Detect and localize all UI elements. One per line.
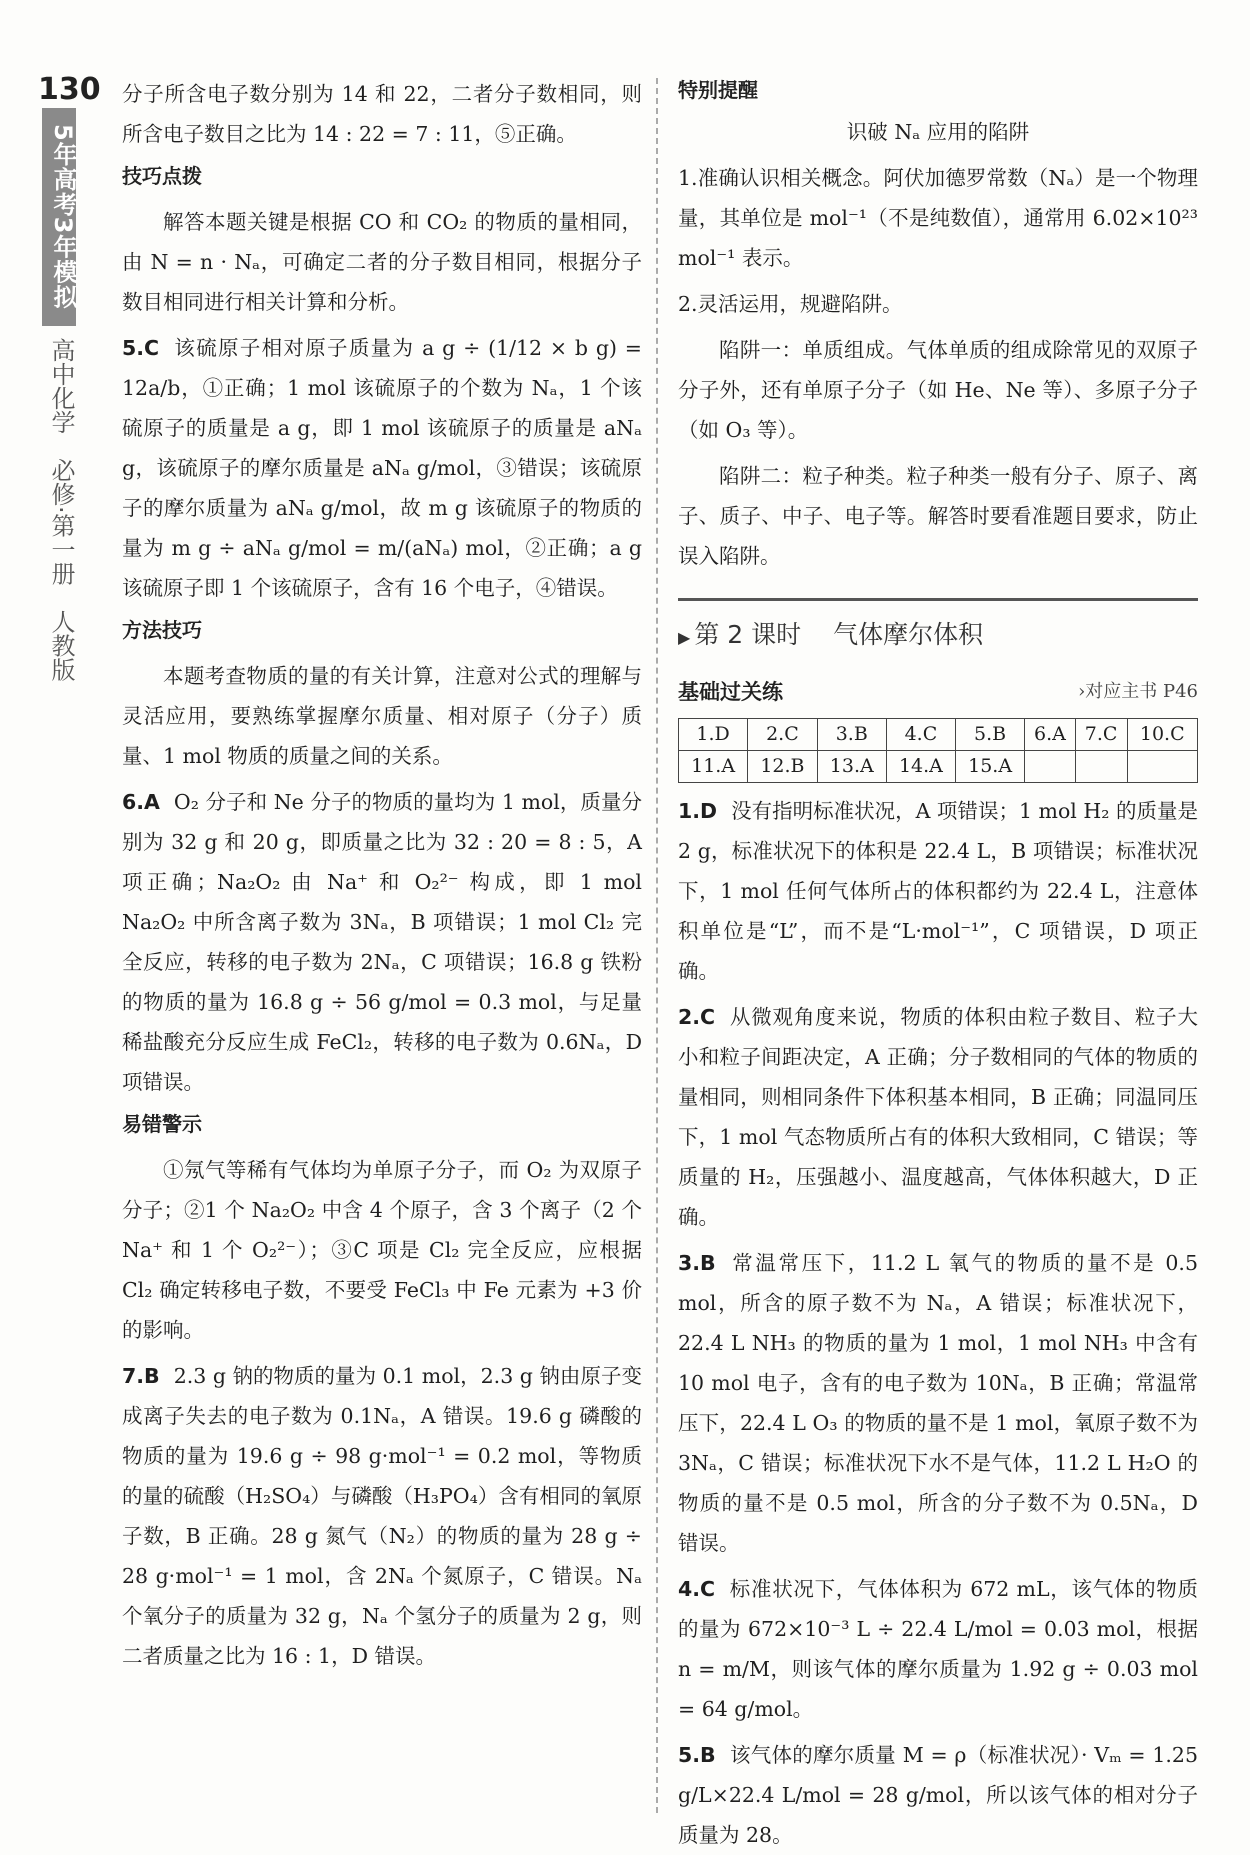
- answer-item: [122, 1356, 642, 1676]
- question-number: 2.C: [678, 1005, 716, 1029]
- paragraph: [678, 330, 1198, 450]
- paragraph: [122, 656, 642, 776]
- answer-cell: 7.C: [1075, 719, 1127, 751]
- question-number: 6.A: [122, 790, 160, 814]
- answer-cell: 12.B: [748, 751, 818, 783]
- paragraph-text: 没有指明标准状况，A 项错误；1 mol H₂ 的质量是 2 g，标准状况下的体积是 22.4 L，B 项错误；标准状况下，1 mol 任何气体所占的体积都约为 22.4 L，注意体积单位是“L”，而不是“L·mol⁻¹”，C 项错误，D 项正确。: [678, 799, 1198, 983]
- lesson-number: 第 2 课时: [694, 620, 802, 649]
- answer-item: [678, 1243, 1198, 1563]
- answer-row: [679, 719, 1198, 751]
- paragraph-text: 该硫原子相对原子质量为 a g ÷ (1/12 × b g) = 12a/b，①正确；1 mol 该硫原子的个数为 Nₐ，1 个该硫原子的质量是 a g，即 1 mol 该硫原子的质量是 aNₐ g，该硫原子的摩尔质量是 aNₐ g/mol，③错误；该硫原子的摩尔质量为 aNₐ g/mol，故 m g 该硫原子的物质的量为 m g ÷ aNₐ g/mol = m/(aNₐ) mol，②正确；a g 该硫原子即 1 个该硫原子，含有 16 个电子，④错误。: [122, 336, 642, 600]
- paragraph-text: 该气体的摩尔质量 M = ρ（标准状况）· Vₘ = 1.25 g/L×22.4 L/mol = 28 g/mol，所以该气体的相对分子质量为 28。: [678, 1743, 1198, 1847]
- reminder-list: [678, 158, 1198, 576]
- answer-cell: 10.C: [1127, 719, 1197, 751]
- reminder-heading: 特别提醒: [678, 78, 758, 102]
- answer-cell: 11.A: [679, 751, 748, 783]
- answer-cell: 4.C: [886, 719, 955, 751]
- answer-explanations: [678, 791, 1198, 1855]
- triangle-icon: ▶: [678, 628, 691, 647]
- paragraph-text: 2.灵活运用，规避陷阱。: [678, 292, 903, 316]
- question-number: 3.B: [678, 1251, 716, 1275]
- practice-label: 基础过关练: [678, 680, 783, 704]
- left-column: [122, 68, 642, 1676]
- reminder-title: 识破 Nₐ 应用的陷阱: [846, 120, 1030, 144]
- paragraph-text: 解答本题关键是根据 CO 和 CO₂ 的物质的量相同，由 N = n · Nₐ，可确定二者的分子数目相同，根据分子数目相同进行相关计算和分析。: [122, 210, 642, 314]
- answer-cell: 6.A: [1025, 719, 1076, 751]
- paragraph: [122, 1150, 642, 1350]
- book-label: 高中化学 必修·第一册 人教版: [47, 338, 75, 682]
- lesson-header: [678, 598, 1198, 658]
- paragraph: [122, 74, 642, 154]
- answer-cell: 13.A: [817, 751, 886, 783]
- answer-cell: [1025, 751, 1076, 783]
- answer-item: [122, 328, 642, 608]
- paragraph-text: 陷阱一：单质组成。气体单质的组成除常见的双原子分子外，还有单原子分子（如 He、Ne 等）、多原子分子（如 O₃ 等）。: [678, 338, 1198, 442]
- paragraph-text: 本题考查物质的量的有关计算，注意对公式的理解与灵活应用，要熟练掌握摩尔质量、相对原子（分子）质量、1 mol 物质的质量之间的关系。: [122, 664, 642, 768]
- answer-item: [122, 782, 642, 1102]
- paragraph-text: 2.3 g 钠的物质的量为 0.1 mol，2.3 g 钠由原子变成离子失去的电子数为 0.1Nₐ，A 错误。19.6 g 磷酸的物质的量为 19.6 g ÷ 98 g·mol⁻¹ = 0.2 mol，等物质的量的硫酸（H₂SO₄）与磷酸（H₃PO₄）含有相同的氧原子数，B 正确。28 g 氮气（N₂）的物质的量为 28 g ÷ 28 g·mol⁻¹ = 1 mol，含 2Nₐ 个氮原子，C 错误。Nₐ 个氧分子的质量为 32 g，Nₐ 个氢分子的质量为 2 g，则二者质量之比为 16 : 1，D 错误。: [122, 1364, 642, 1668]
- section-heading: 技巧点拨: [122, 164, 202, 188]
- paragraph: [122, 202, 642, 322]
- paragraph-text: ①氖气等稀有气体均为单原子分子，而 O₂ 为双原子分子；②1 个 Na₂O₂ 中含 4 个原子，含 3 个离子（2 个 Na⁺ 和 1 个 O₂²⁻）；③C 项是 Cl₂ 完全反应，应根据 Cl₂ 确定转移电子数，不要受 FeCl₃ 中 Fe 元素为 +3 价的影响。: [122, 1158, 642, 1342]
- answer-row: [679, 751, 1198, 783]
- paragraph: [678, 456, 1198, 576]
- answer-cell: 2.C: [748, 719, 818, 751]
- answer-table: [678, 718, 1198, 783]
- answer-cell: 5.B: [956, 719, 1025, 751]
- answer-cell: 3.B: [817, 719, 886, 751]
- page-number: 130: [38, 72, 101, 107]
- answer-item: [678, 1735, 1198, 1855]
- paragraph: [678, 284, 1198, 324]
- answer-item: [678, 997, 1198, 1237]
- question-number: 1.D: [678, 799, 718, 823]
- answer-item: [678, 1569, 1198, 1729]
- paragraph-text: 常温常压下，11.2 L 氧气的物质的量不是 0.5 mol，所含的原子数不为 Nₐ，A 错误；标准状况下，22.4 L NH₃ 的物质的量为 1 mol，1 mol NH₃ 中含有10 mol 电子，含有的电子数为 10Nₐ，B 正确；常温常压下，22.4 L O₃ 的物质的量不是 1 mol，氧原子数不为 3Nₐ，C 错误；标准状况下水不是气体，11.2 L H₂O 的物质的量不是 0.5 mol，所含的分子数不为 0.5Nₐ，D 错误。: [678, 1251, 1198, 1555]
- column-divider: [656, 78, 658, 1813]
- section-heading: 方法技巧: [122, 618, 202, 642]
- answer-cell: [1127, 751, 1197, 783]
- lesson-title: 气体摩尔体积: [833, 620, 984, 649]
- answer-cell: [1075, 751, 1127, 783]
- brand-label: 5年高考3年模拟: [42, 108, 76, 326]
- paragraph-text: 从微观角度来说，物质的体积由粒子数目、粒子大小和粒子间距决定，A 正确；分子数相同的气体的物质的量相同，则相同条件下体积基本相同，B 正确；同温同压下，1 mol 气态物质所占有的体积大致相同，C 错误；等质量的 H₂，压强越小、温度越高，气体体积越大，D 正确。: [678, 1005, 1198, 1229]
- question-number: 5.C: [122, 336, 160, 360]
- paragraph-text: 分子所含电子数分别为 14 和 22，二者分子数相同，则所含电子数目之比为 14 : 22 = 7 : 11，⑤正确。: [122, 82, 642, 146]
- practice-bar: [678, 672, 1198, 712]
- answer-cell: 14.A: [886, 751, 955, 783]
- section-heading: 易错警示: [122, 1112, 202, 1136]
- question-number: 5.B: [678, 1743, 716, 1767]
- paragraph-text: O₂ 分子和 Ne 分子的物质的量均为 1 mol，质量分别为 32 g 和 20 g，即质量之比为 32 : 20 = 8 : 5，A 项正确；Na₂O₂ 由 Na⁺ 和 O₂²⁻ 构成，即 1 mol Na₂O₂ 中所含离子数为 3Nₐ，B 项错误；1 mol Cl₂ 完全反应，转移的电子数为 2Nₐ，C 项错误；16.8 g 铁粉的物质的量为 16.8 g ÷ 56 g/mol = 0.3 mol，与足量稀盐酸充分反应生成 FeCl₂，转移的电子数为 0.6Nₐ，D 项错误。: [122, 790, 642, 1094]
- answer-item: [678, 791, 1198, 991]
- paragraph: [678, 158, 1198, 278]
- paragraph-text: 1.准确认识相关概念。阿伏加德罗常数（Nₐ）是一个物理量，其单位是 mol⁻¹（不是纯数值），通常用 6.02×10²³ mol⁻¹ 表示。: [678, 166, 1198, 270]
- paragraph-text: 标准状况下，气体体积为 672 mL，该气体的物质的量为 672×10⁻³ L ÷ 22.4 L/mol = 0.03 mol，根据 n = m/M，则该气体的摩尔质量为 1.92 g ÷ 0.03 mol = 64 g/mol。: [678, 1577, 1198, 1721]
- answer-cell: 15.A: [956, 751, 1025, 783]
- question-number: 7.B: [122, 1364, 160, 1388]
- question-number: 4.C: [678, 1577, 716, 1601]
- paragraph-text: 陷阱二：粒子种类。粒子种类一般有分子、原子、离子、质子、中子、电子等。解答时要看准题目要求，防止误入陷阱。: [678, 464, 1198, 568]
- answer-cell: 1.D: [679, 719, 748, 751]
- right-column: [678, 68, 1198, 1855]
- reference-link: ›对应主书 P46: [1078, 681, 1198, 702]
